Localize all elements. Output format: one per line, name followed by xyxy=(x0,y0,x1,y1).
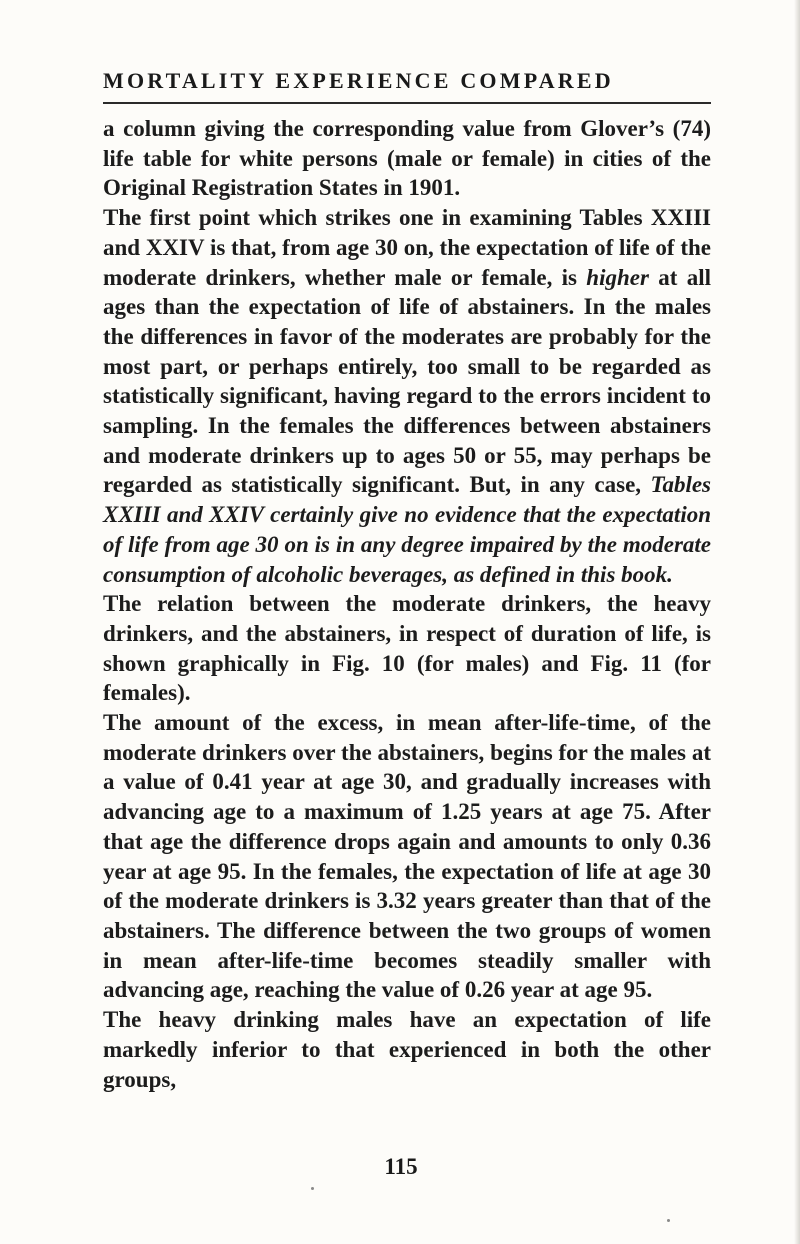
print-speck xyxy=(311,1187,314,1190)
print-speck xyxy=(667,1219,670,1222)
paragraph xyxy=(103,708,711,1005)
text-run: The relation between the moderate drinkers, the heavy drinkers, and the abstainers, in respect of duration of life, is shown graphically in Fig. 10 (for males) and Fig. 11 (for females). xyxy=(103,591,711,706)
paragraph xyxy=(103,114,711,203)
paragraph xyxy=(103,1005,711,1094)
italic-text: higher xyxy=(586,264,649,290)
italic-text: Tables XXIII and XXIV certainly give no evidence that the expectation of life from age 30 on is in any degree impaired by the moderate consumption of alcoholic beverages, as defined in this book. xyxy=(103,472,711,587)
running-head: MORTALITY EXPERIENCE COMPARED xyxy=(103,68,614,93)
paragraph xyxy=(103,203,711,589)
body-text xyxy=(103,114,711,1094)
text-run: The amount of the excess, in mean after-life-time, of the moderate drinkers over the abstainers, begins for the males at a value of 0.41 year at age 30, and gradually increases with advancing age to a maximum of 1.25 years at age 75. After that age the difference drops again and amounts to only 0.36 year at age 95. In the females, the expectation of life at age 30 of the moderate drinkers is 3.32 years greater than that of the abstainers. The difference between the two groups of women in mean after-life-time becomes steadily smaller with advancing age, reaching the value of 0.26 year at age 95. xyxy=(103,710,711,1003)
page-number: 115 xyxy=(384,1154,418,1179)
paragraph xyxy=(103,589,711,708)
text-run: at all ages than the expectation of life of abstainers. In the males the differences in favor of the moderates are probably for the most part, or perhaps entirely, too small to be regarded as statistically significant, having regard to the errors incident to sampling. In the females the differences between abstainers and moderate drinkers up to ages 50 or 55, may perhaps be regarded as statistically significant. But, in any case, xyxy=(103,264,711,498)
page-edge-shadow xyxy=(794,0,800,1244)
text-run: The heavy drinking males have an expectation of life markedly inferior to that experienced in both the other groups, xyxy=(103,1007,711,1092)
text-run: a column giving the corresponding value from Glover’s (74) life table for white persons (male or female) in cities of the Original Registration States in 1901. xyxy=(103,116,711,201)
text-run: The first point which strikes one in examining Tables XXIII and XXIV is that, from age 30 on, the expectation of life of the moderate drinkers, whether male or female, is xyxy=(103,205,711,290)
header-rule xyxy=(103,102,711,104)
